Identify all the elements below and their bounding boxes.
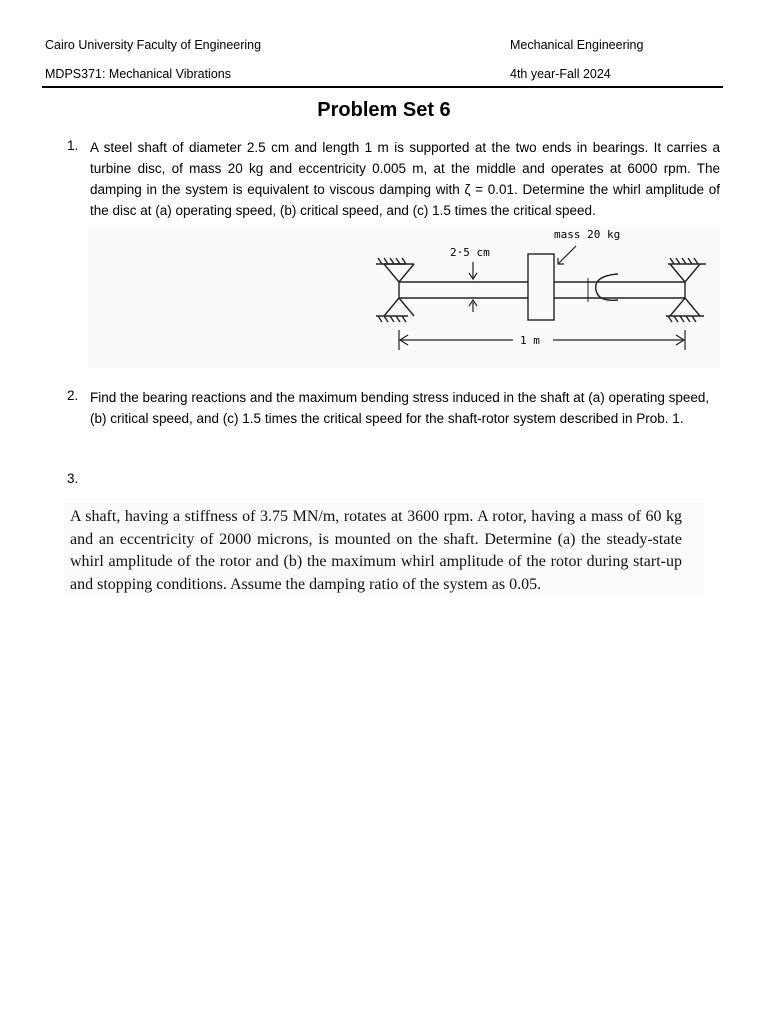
turbine-disc: [528, 254, 554, 320]
right-bearing-support: [666, 258, 706, 322]
diameter-label: 2·5 cm: [450, 246, 490, 259]
shaft-diagram: [88, 226, 720, 368]
left-bearing-support: [376, 258, 414, 322]
problem-3-image: [64, 502, 704, 597]
problem-1-number: 1.: [67, 138, 79, 153]
length-label: 1 m: [520, 334, 540, 347]
problem-3-text: A shaft, having a stiffness of 3.75 MN/m, rotates at 3600 rpm. A rotor, having a mass of 60 kg and an eccentricity of 2000 microns, is mounted on the shaft. Determine (a) the steady-state whirl amplitude of the rotor and (b) the maximum whirl amplitude of the rotor during start-up and stopping conditions. Assume the damping ratio of the system as 0.05.: [70, 508, 682, 593]
header-term: 4th year-Fall 2024: [510, 67, 611, 81]
header-university: Cairo University Faculty of Engineering: [45, 38, 262, 52]
mass-pointer: [558, 246, 576, 264]
header-course: MDPS371: Mechanical Vibrations: [45, 67, 231, 81]
page-title: Problem Set 6: [317, 99, 451, 121]
problem-2-text: Find the bearing reactions and the maximum bending stress induced in the shaft at (a) operating speed, (b) critical speed, and (c) 1.5 times the critical speed for the shaft-rotor system described in Prob. 1.: [90, 390, 710, 426]
problem-1-text: A steel shaft of diameter 2.5 cm and length 1 m is supported at the two ends in bearings. It carries a turbine disc, of mass 20 kg and eccentricity 0.005 m, at the middle and operates at 6000 rpm. The damping in the system is equivalent to viscous damping with ζ = 0.01. Determine the whirl amplitude of the disc at (a) operating speed, (b) critical speed, and (c) 1.5 times the critical speed.: [90, 140, 720, 218]
problem-3-number: 3.: [67, 471, 79, 486]
header-department: Mechanical Engineering: [510, 38, 644, 52]
problem-2-number: 2.: [67, 388, 79, 403]
header-rule: [42, 86, 723, 88]
mass-label: mass 20 kg: [554, 228, 621, 241]
eccentricity-mark: [596, 274, 618, 300]
shaft-rotor-figure: [88, 226, 720, 368]
